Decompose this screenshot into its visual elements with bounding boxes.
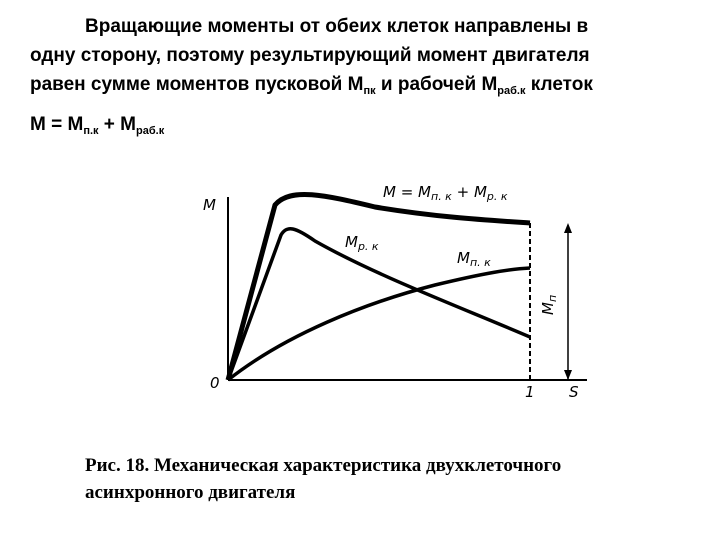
total-torque-curve	[228, 194, 530, 380]
vertical-dimension-label: $M_п$	[539, 294, 559, 315]
start-curve-label: $M_{п. к}$	[457, 249, 491, 269]
diagram-svg	[195, 175, 595, 415]
description-text	[30, 12, 700, 146]
text-line-1: Вращающие моменты от обеих клеток направлены в	[85, 16, 589, 37]
caption-line-2: асинхронного двигателя	[85, 482, 296, 503]
torque-formula: $М = М_{п.к} + М_{раб.к}$	[30, 114, 165, 137]
text-line-3: равен сумме моментов пусковой $М_{пк}$ и рабочей $М_{раб.к}$ клеток	[30, 74, 593, 97]
dimension-arrow-up	[564, 223, 572, 233]
total-curve-label: $M = M_{п. к} + M_{р. к}$	[383, 183, 508, 203]
figure-caption	[85, 452, 705, 506]
text-line-2: одну сторону, поэтому результирующий момент двигателя	[30, 45, 590, 66]
work-torque-curve	[228, 229, 530, 380]
origin-label: 0	[210, 374, 220, 392]
x-axis-label: S	[569, 383, 579, 401]
start-torque-curve	[228, 268, 530, 380]
y-axis-label: M	[203, 196, 216, 214]
tick-one-label: 1	[525, 383, 535, 401]
caption-line-1: Рис. 18. Механическая характеристика двухклеточного	[85, 455, 562, 476]
dimension-arrow-down	[564, 370, 572, 380]
torque-diagram	[195, 175, 595, 415]
work-curve-label: $M_{р. к}$	[345, 233, 379, 253]
